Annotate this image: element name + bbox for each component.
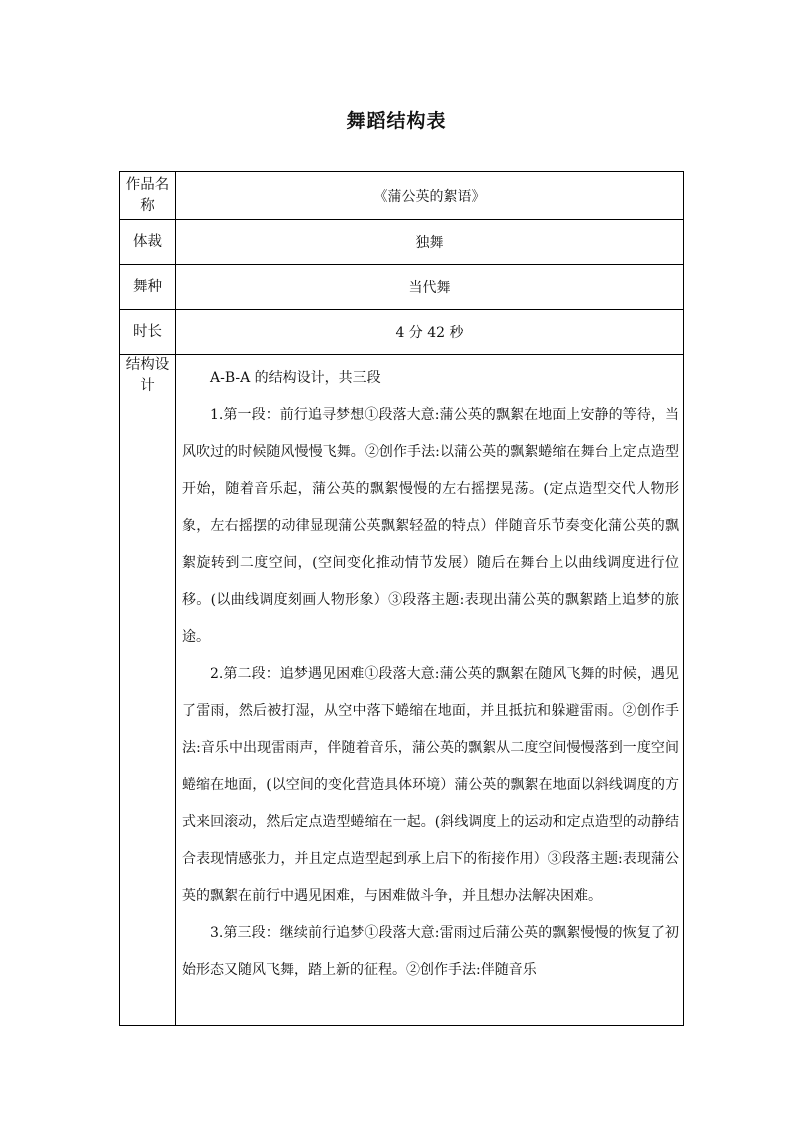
structure-design-text [176,355,683,1025]
design-paragraph-section-1: 1.第一段：前行追寻梦想①段落大意:蒲公英的飘絮在地面上安静的等待，当风吹过的时候随风慢慢飞舞。②创作手法:以蒲公英的飘絮蜷缩在舞台上定点造型开始，随着音乐起，蒲公英的飘絮慢慢的左右摇摆晃荡。(定点造型交代人物形象，左右摇摆的动律显现蒲公英飘絮轻盈的特点）伴随音乐节奏变化蒲公英的飘絮旋转到二度空间，(空间变化推动情节发展）随后在舞台上以曲线调度进行位移。(以曲线调度刻画人物形象）③段落主题:表现出蒲公英的飘絮踏上追梦的旅途。 [182,407,679,645]
table-row-structure-design [120,355,684,1026]
design-paragraph-intro: A-B-A 的结构设计，共三段 [210,370,381,386]
dance-structure-table [119,171,684,1026]
dance-type-label: 舞种 [120,265,176,310]
work-name-label: 作品名称 [120,172,176,220]
design-paragraph-section-2: 2.第二段：追梦遇见困难①段落大意:蒲公英的飘絮在随风飞舞的时候，遇见了雷雨，然后被打湿，从空中落下蜷缩在地面，并且抵抗和躲避雷雨。②创作手法:音乐中出现雷雨声，伴随着音乐，蒲公英的飘絮从二度空间慢慢落到一度空间蜷缩在地面，(以空间的变化营造具体环境）蒲公英的飘絮在地面以斜线调度的方式来回滚动，然后定点造型蜷缩在一起。(斜线调度上的运动和定点造型的动静结合表现情感张力，并且定点造型起到承上启下的衔接作用）③段落主题:表现蒲公英的飘絮在前行中遇见困难，与困难做斗争，并且想办法解决困难。 [182,666,679,904]
work-name-value: 《蒲公英的絮语》 [176,172,684,220]
structure-design-cell [176,355,684,1026]
design-paragraph-section-3: 3.第三段：继续前行追梦①段落大意:雷雨过后蒲公英的飘絮慢慢的恢复了初始形态又随风飞舞，踏上新的征程。②创作手法:伴随音乐 [182,925,679,978]
table-row-genre [120,220,684,265]
table-row-duration [120,310,684,355]
duration-value: 4 分 42 秒 [176,310,684,355]
genre-value: 独舞 [176,220,684,265]
table-row-dance-type [120,265,684,310]
page-title: 舞蹈结构表 [346,110,447,132]
structure-design-label: 结构设计 [120,355,176,1026]
duration-label: 时长 [120,310,176,355]
dance-type-value: 当代舞 [176,265,684,310]
genre-label: 体裁 [120,220,176,265]
table-row-work-name [120,172,684,220]
